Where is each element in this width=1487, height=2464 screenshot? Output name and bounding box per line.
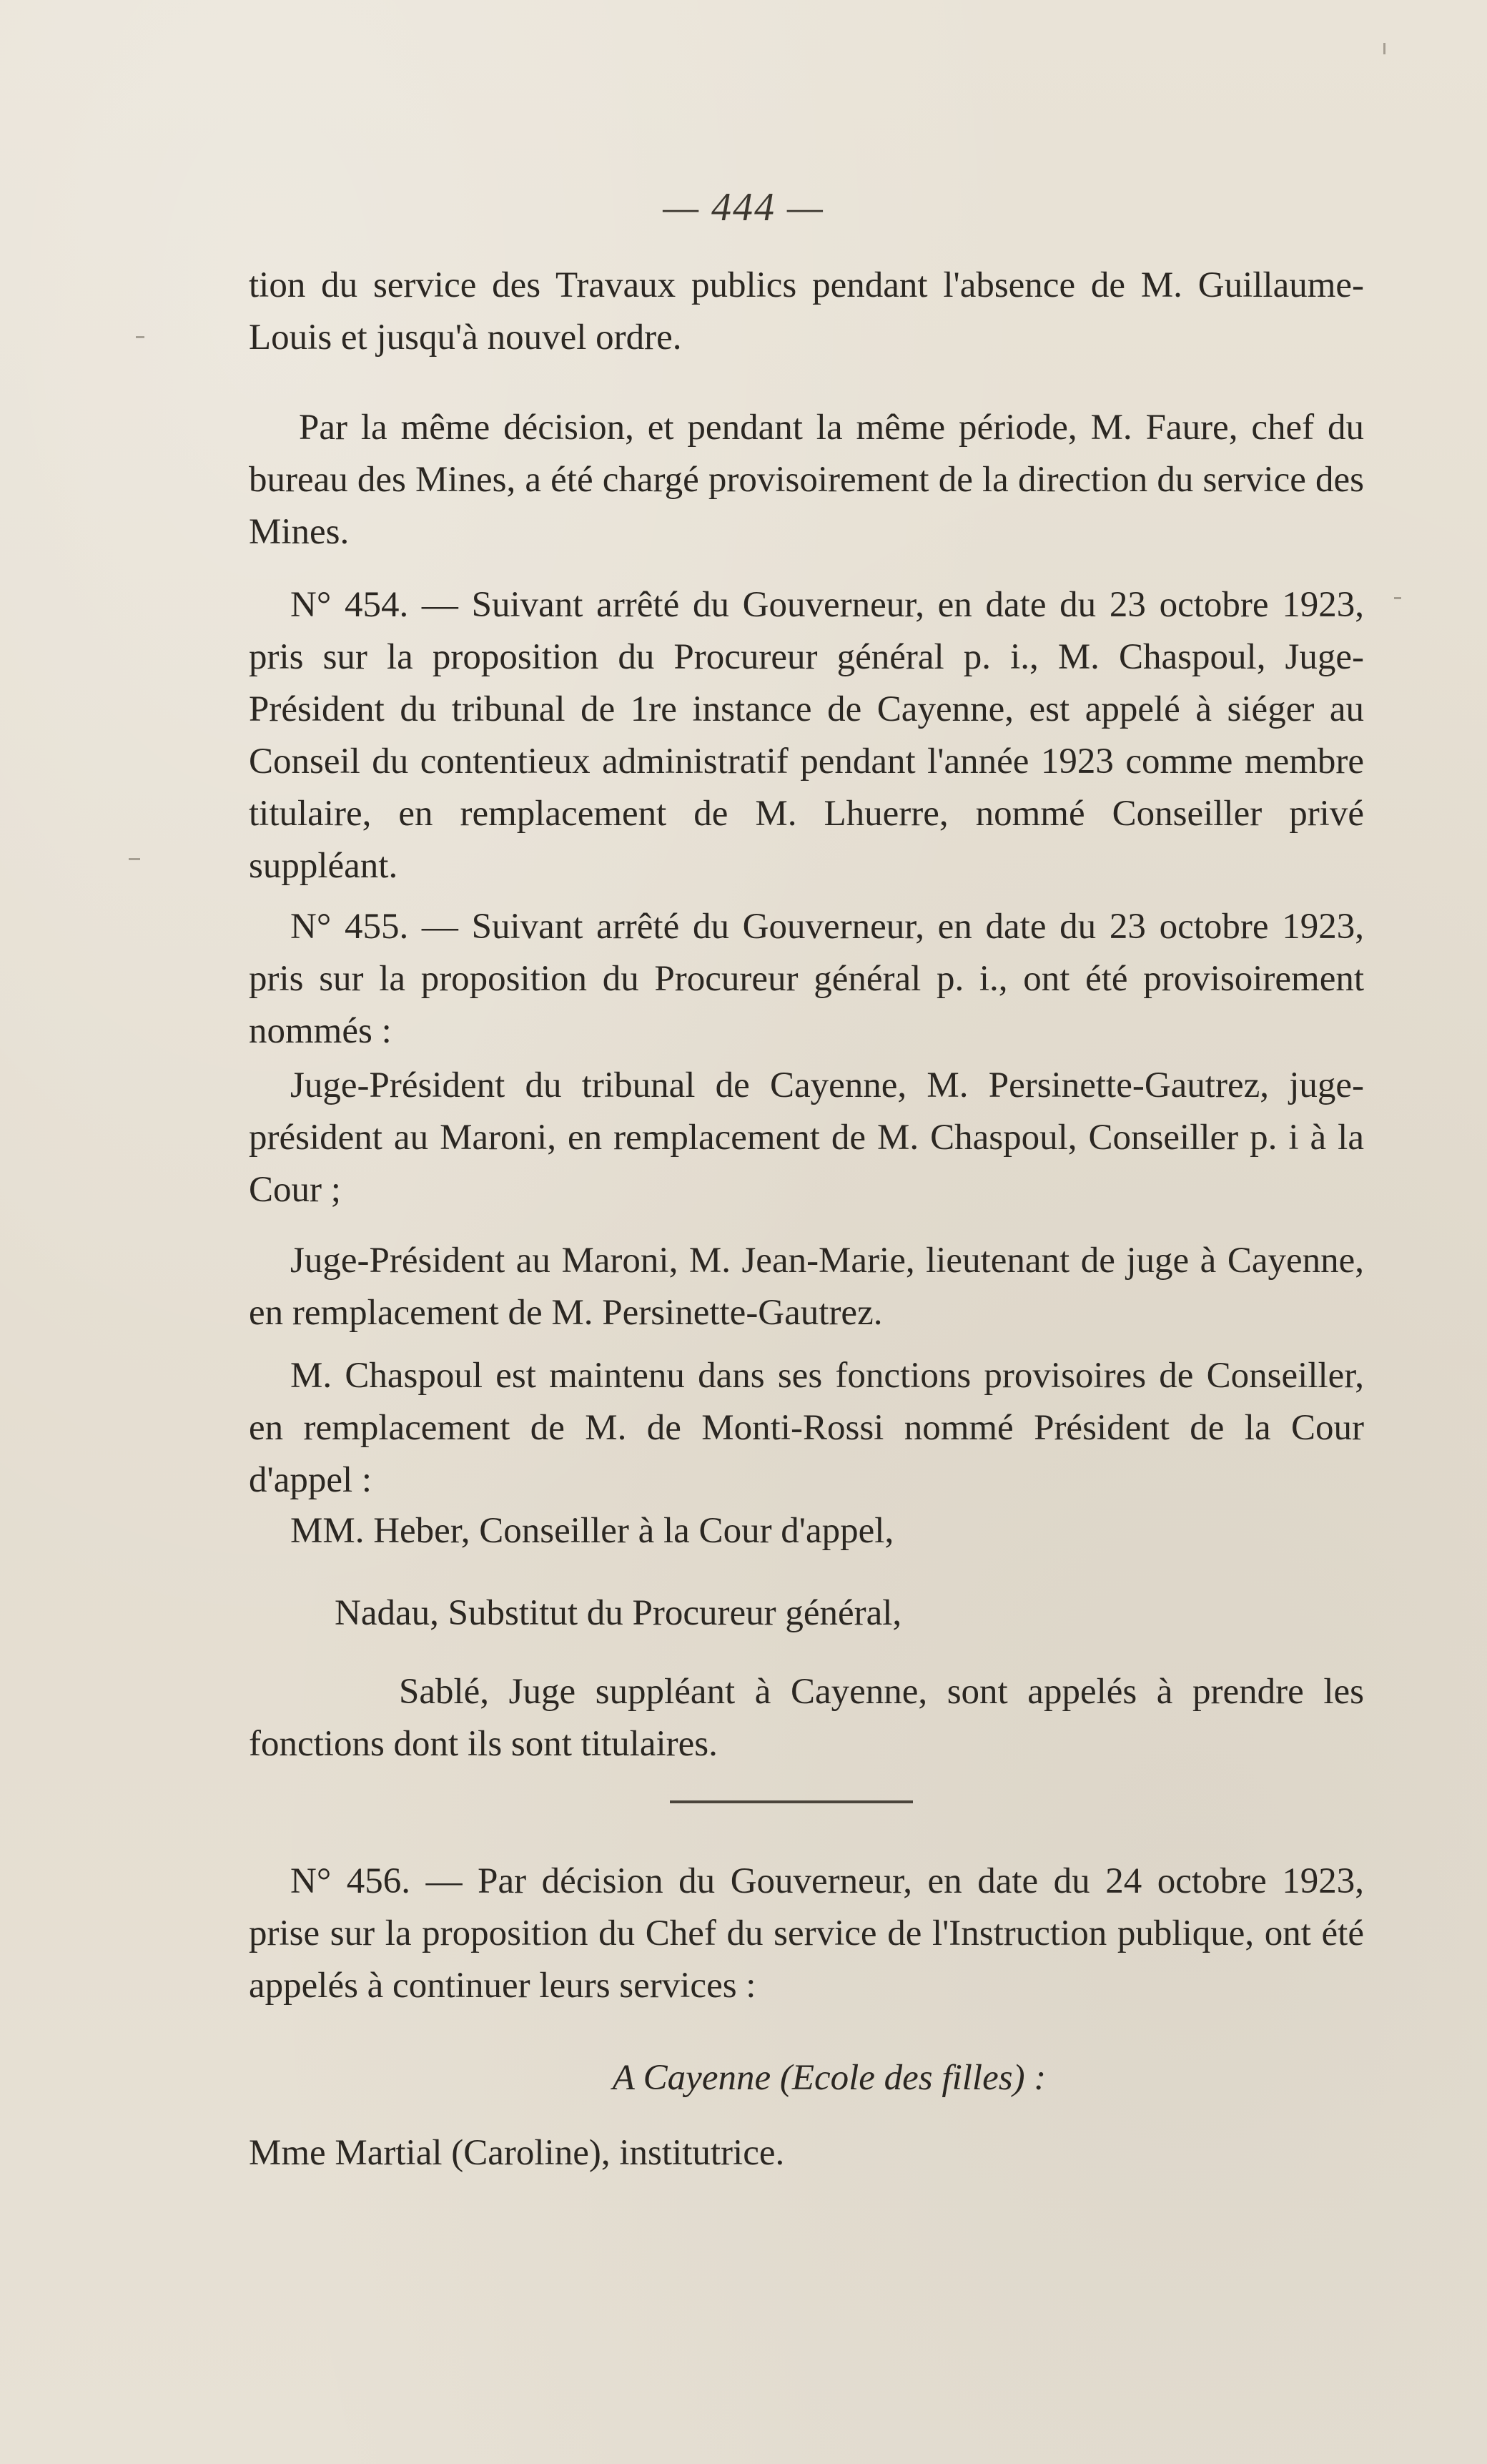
- paragraph-mines: Par la même décision, et pendant la même période, M. Faure, chef du bureau des Mines, a été chargé provisoirement de la direction du service des Mines.: [249, 408, 1364, 552]
- paragraph-arrete-454: N° 454. — Suivant arrêté du Gouverneur, en date du 23 octobre 1923, pris sur la proposition du Procureur général p. i., M. Chaspoul, Juge-Président du tribunal de 1re instance de Cayenne, est appelé à siéger au Conseil du contentieux administratif pendant l'année 1923 comme membre titulaire, en remplacement de M. Lhuerre, nommé Conseiller privé suppléant.: [249, 585, 1364, 886]
- paper-speck: [1383, 43, 1385, 54]
- subheading-cayenne: [0, 2052, 1487, 2104]
- paragraph-mme-martial: Mme Martial (Caroline), institutrice.: [249, 2133, 785, 2173]
- paragraph-juge-president-cayenne: Juge-Président du tribunal de Cayenne, M. Persinette-Gautrez, juge-président au Maroni, en remplacement de M. Chaspoul, Conseiller p. i à la Cour ;: [249, 1065, 1364, 1210]
- paragraph-travaux-publics: tion du service des Travaux publics pendant l'absence de M. Guillaume-Louis et jusqu'à nouvel ordre.: [249, 265, 1364, 358]
- section-separator: [670, 1800, 913, 1803]
- paragraph-sable: Sablé, Juge suppléant à Cayenne, sont appelés à prendre les fonctions dont ils sont titulaires.: [249, 1672, 1364, 1764]
- paper-speck: [129, 858, 140, 860]
- page-number: — 444 —: [663, 185, 824, 230]
- paragraph-nadau: Nadau, Substitut du Procureur général,: [335, 1593, 902, 1633]
- paragraph-decision-456: N° 456. — Par décision du Gouverneur, en date du 24 octobre 1923, prise sur la proposition du Chef du service de l'Instruction publique, ont été appelés à continuer leurs services :: [249, 1861, 1364, 2006]
- paper-speck: [136, 336, 144, 338]
- paragraph-mm-heber: MM. Heber, Conseiller à la Cour d'appel,: [290, 1511, 894, 1551]
- paragraph-arrete-455: N° 455. — Suivant arrêté du Gouverneur, en date du 23 octobre 1923, pris sur la proposition du Procureur général p. i., ont été provisoirement nommés :: [249, 907, 1364, 1051]
- subheading-cayenne-text: A Cayenne (Ecole des filles) :: [612, 2058, 1047, 2098]
- paragraph-juge-president-maroni: Juge-Président au Maroni, M. Jean-Marie, lieutenant de juge à Cayenne, en remplacement de M. Persinette-Gautrez.: [249, 1241, 1364, 1333]
- paragraph-chaspoul-maintenu: M. Chaspoul est maintenu dans ses fonctions provisoires de Conseiller, en remplacement de M. de Monti-Rossi nommé Président de la Cour d'appel :: [249, 1356, 1364, 1500]
- paper-speck: [1394, 597, 1401, 599]
